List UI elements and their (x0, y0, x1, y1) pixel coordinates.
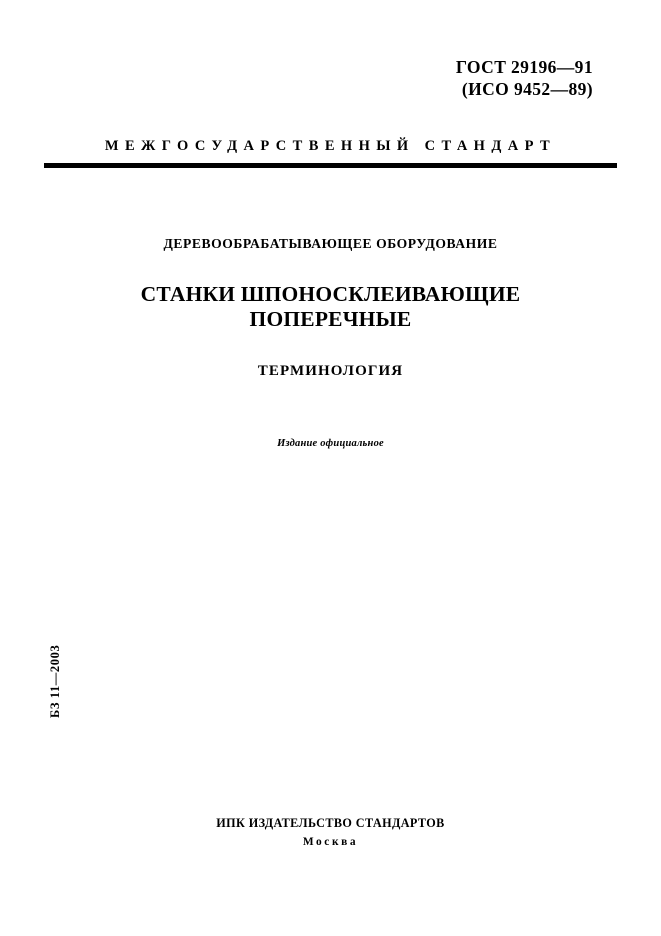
document-kind: ТЕРМИНОЛОГИЯ (257, 363, 404, 380)
side-code: БЗ 11—2003 (48, 644, 62, 718)
publisher-block (0, 816, 661, 848)
standard-number-secondary: (ИСО 9452—89) (461, 79, 593, 100)
official-edition-note: Издание официальное (277, 438, 384, 450)
standard-number-primary: ГОСТ 29196—91 (455, 57, 593, 77)
publisher-city: Москва (302, 836, 359, 848)
title-block (70, 236, 591, 449)
banner-label: МЕЖГОСУДАРСТВЕННЫЙ СТАНДАРТ (104, 138, 557, 154)
standard-number-block (456, 56, 593, 101)
interstate-standard-banner (44, 138, 617, 168)
publisher-name: ИПК ИЗДАТЕЛЬСТВО СТАНДАРТОВ (216, 816, 445, 830)
banner-rule (44, 163, 617, 168)
page-title-line-2: ПОПЕРЕЧНЫЕ (249, 306, 412, 331)
page-title-line-1: СТАНКИ ШПОНОСКЛЕИВАЮЩИЕ (140, 282, 521, 306)
subject-line: ДЕРЕВООБРАБАТЫВАЮЩЕЕ ОБОРУДОВАНИЕ (163, 236, 498, 251)
page-title (70, 282, 591, 331)
